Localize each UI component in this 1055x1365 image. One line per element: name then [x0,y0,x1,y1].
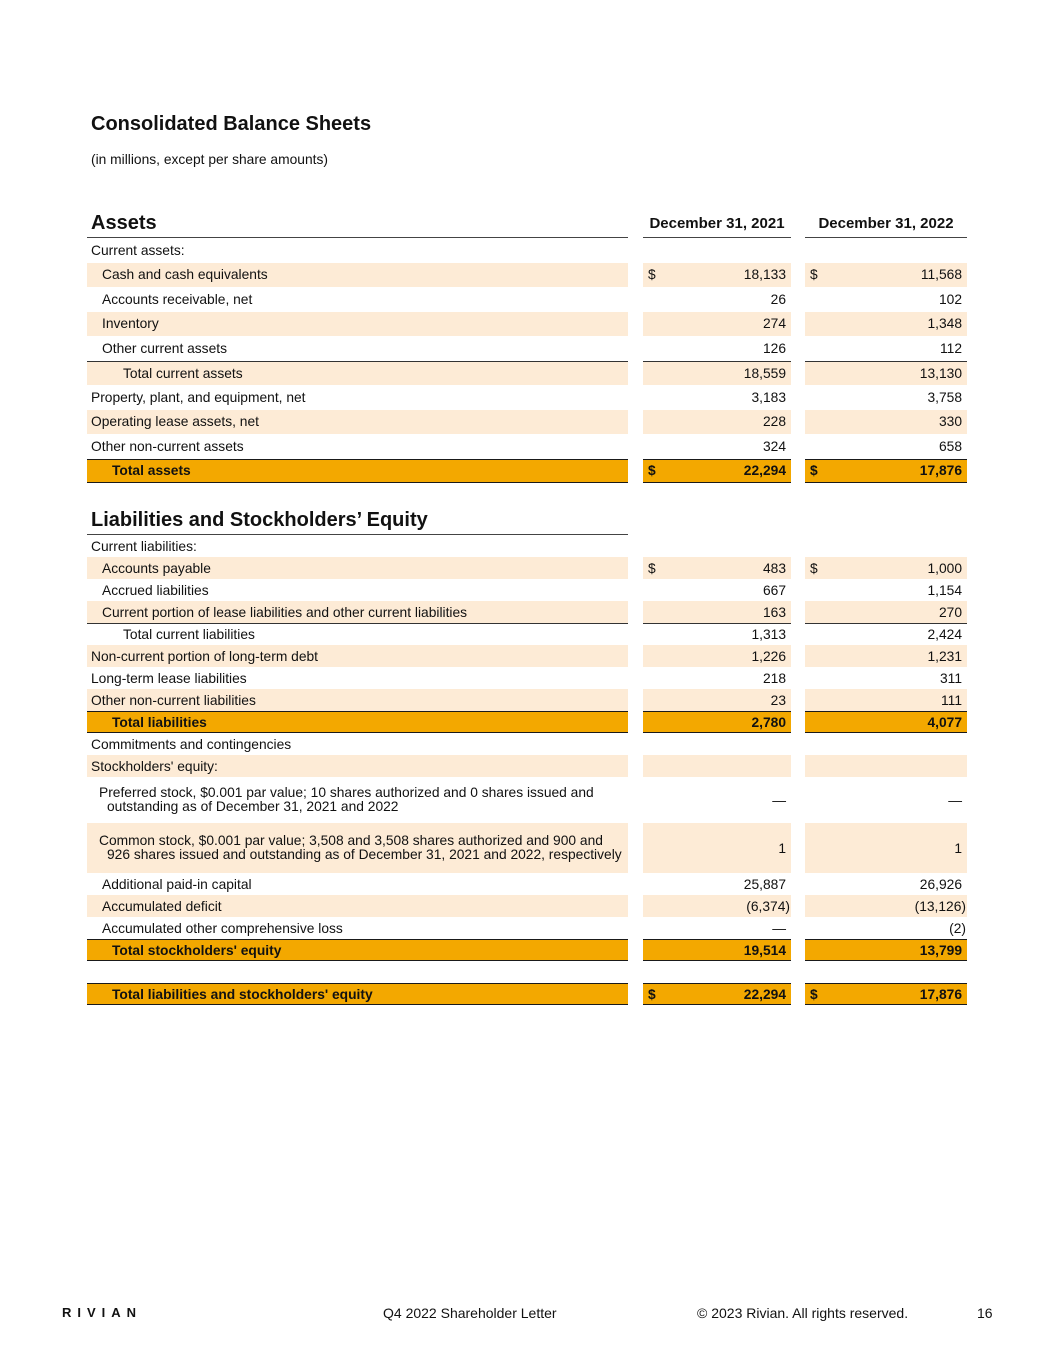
row-label: Total stockholders' equity [87,939,628,961]
value-2021 [643,459,791,484]
column-spacer [628,939,643,961]
value-2021 [643,535,791,557]
row-label: Cash and cash equivalents [87,263,628,288]
column-spacer [791,623,805,645]
table-row [87,917,967,939]
amount: — [772,792,786,808]
value-2022 [805,535,967,557]
amount: 22,294 [743,986,786,1002]
amount: 11,568 [920,267,962,283]
table-row [87,434,967,459]
column-spacer [791,983,805,1005]
amount: (13,126) [914,898,966,914]
value-2022 [805,895,967,917]
subtotal-row [87,623,967,645]
row-label: Other non-current liabilities [87,689,628,711]
value-2021 [643,983,791,1005]
column-spacer [628,645,643,667]
table-row [87,579,967,601]
amount: (2) [949,920,966,936]
table-row [87,535,967,557]
row-label: Long-term lease liabilities [91,670,247,686]
value-2022 [805,777,967,823]
table-row [87,873,967,895]
value-2021 [643,385,791,410]
column-spacer [628,238,643,263]
value-2022 [805,287,967,312]
column-spacer [791,755,805,777]
amount: 2,780 [751,714,786,730]
value-2021 [643,287,791,312]
column-spacer [791,823,805,873]
value-2021 [643,312,791,337]
assets-section [87,210,967,483]
table-row [87,287,967,312]
column-spacer [791,917,805,939]
row-label: Accounts payable [87,557,628,579]
column-spacer [628,873,643,895]
column-spacer [628,689,643,711]
column-spacer [791,711,805,733]
column-spacer [791,459,805,484]
column-header-2021: December 31, 2021 [643,210,791,238]
table-row [87,755,967,777]
column-spacer [628,434,643,459]
column-spacer [628,755,643,777]
table-row [87,777,967,823]
currency-symbol: $ [648,463,656,479]
table-row [87,895,967,917]
table-row [87,645,967,667]
column-spacer [628,210,643,238]
amount: — [948,792,962,808]
value-2022 [805,601,967,623]
column-spacer [628,601,643,623]
column-header-2022: December 31, 2022 [805,210,967,238]
column-spacer [628,823,643,873]
page-subtitle: (in millions, except per share amounts) [91,152,328,167]
amount: 18,559 [743,365,786,381]
column-spacer [628,507,643,535]
amount: 26 [770,291,786,307]
column-spacer [791,385,805,410]
table-row [87,823,967,873]
value-2022 [805,711,967,733]
column-spacer [628,385,643,410]
value-2021 [643,873,791,895]
amount: 17,876 [919,986,962,1002]
value-2022 [805,645,967,667]
currency-symbol: $ [810,267,818,283]
page-title: Consolidated Balance Sheets [91,113,372,135]
amount: 163 [762,604,786,620]
value-2021 [643,557,791,579]
column-spacer [791,507,805,535]
amount: 22,294 [743,463,786,479]
column-spacer [628,459,643,484]
row-label: Operating lease assets, net [87,410,628,435]
amount: 25,887 [743,876,786,892]
amount: 1,226 [751,648,786,664]
amount: 19,514 [743,942,786,958]
value-2021 [643,917,791,939]
value-2022 [805,263,967,288]
table-row [87,385,967,410]
value-2022 [805,579,967,601]
column-spacer [791,434,805,459]
section-spacer [87,483,967,507]
row-label: Additional paid-in capital [102,876,252,892]
value-2021 [643,410,791,435]
column-spacer [791,895,805,917]
currency-symbol: $ [810,463,818,479]
table-row [87,601,967,623]
column-spacer [791,777,805,823]
value-2022 [805,557,967,579]
amount: 330 [938,414,962,430]
row-label [87,823,628,873]
table-row [87,312,967,337]
table-row [87,557,967,579]
amount: 13,799 [919,942,962,958]
column-spacer [791,263,805,288]
amount: (6,374) [746,898,790,914]
blank-row [87,961,967,983]
amount: 3,758 [927,389,962,405]
value-2022 [805,238,967,263]
rivian-logo: RIVIAN [62,1305,143,1320]
value-2022 [805,336,967,361]
value-2021 [643,336,791,361]
value-2022 [805,434,967,459]
value-2022 [805,385,967,410]
value-2022 [805,410,967,435]
total-row [87,939,967,961]
amount: 126 [762,340,786,356]
column-spacer [791,645,805,667]
total-row [87,711,967,733]
currency-symbol: $ [810,986,818,1002]
column-spacer [628,557,643,579]
column-spacer [791,287,805,312]
amount: 658 [938,438,962,454]
column-spacer [628,579,643,601]
column-spacer [628,287,643,312]
amount: 1 [954,840,962,856]
table-row [87,238,967,263]
value-2022 [805,361,967,386]
row-label-line: Preferred stock, $0.001 par value; 10 shares authorized and 0 shares issued and [99,785,594,800]
value-2021 [643,361,791,386]
column-spacer [628,623,643,645]
value-2021 [643,689,791,711]
publication-title: Q4 2022 Shareholder Letter [383,1305,557,1321]
currency-symbol: $ [648,986,656,1002]
row-label: Property, plant, and equipment, net [91,389,306,405]
value-2022 [805,983,967,1005]
value-2021 [643,939,791,961]
row-label: Total current liabilities [87,623,628,645]
amount: 13,130 [919,365,962,381]
amount: 17,876 [919,463,962,479]
value-2021 [643,579,791,601]
row-label-line: 926 shares issued and outstanding as of December 31, 2021 and 2022, respectively [107,847,622,862]
value-2021 [643,238,791,263]
amount: 1,348 [927,316,962,332]
amount: 111 [941,692,962,708]
section-heading-assets: Assets [87,210,628,238]
amount: 1,231 [927,648,962,664]
amount: 2,424 [927,627,962,642]
column-spacer [791,733,805,755]
value-2022 [805,667,967,689]
amount: 3,183 [751,389,786,405]
column-spacer [791,535,805,557]
amount: 1,154 [927,582,962,598]
column-spacer [628,917,643,939]
row-label: Total current assets [87,361,628,386]
table-row [87,263,967,288]
table-row [87,733,967,755]
value-2021 [643,667,791,689]
amount: — [772,920,786,936]
row-label [87,777,628,823]
column-spacer [791,210,805,238]
assets-header-row [87,210,967,238]
balance-sheet-table [87,210,967,1005]
column-spacer [791,336,805,361]
column-spacer [791,601,805,623]
amount: 4,077 [927,714,962,730]
liabilities-section [87,507,967,1005]
row-label: Non-current portion of long-term debt [87,645,628,667]
section-heading-liabilities: Liabilities and Stockholders’ Equity [87,507,628,535]
column-spacer [628,263,643,288]
row-label: Accumulated deficit [87,895,628,917]
value-2021 [643,711,791,733]
page-number: 16 [977,1305,993,1321]
amount: 324 [762,438,786,454]
value-2022 [805,459,967,484]
total-row [87,983,967,1005]
column-spacer [791,873,805,895]
value-2022 [805,733,967,755]
value-2022 [805,917,967,939]
column-spacer [628,535,643,557]
value-2022 [805,873,967,895]
currency-symbol: $ [648,560,656,576]
row-label: Total assets [87,459,628,484]
amount: 23 [770,692,786,708]
column-header-empty [643,507,791,535]
column-spacer [791,579,805,601]
column-spacer [791,238,805,263]
column-spacer [628,410,643,435]
page-footer [0,1304,1055,1322]
value-2021 [643,263,791,288]
amount: 1,313 [751,627,786,642]
row-label: Current liabilities: [91,538,197,554]
value-2021 [643,623,791,645]
column-spacer [628,895,643,917]
row-label-line: Common stock, $0.001 par value; 3,508 and 3,508 shares authorized and 900 and [99,833,603,848]
amount: 228 [762,414,786,430]
row-label: Commitments and contingencies [91,736,292,752]
currency-symbol: $ [810,560,818,576]
amount: 102 [938,291,962,307]
amount: 667 [762,582,786,598]
amount: 311 [940,670,962,686]
column-spacer [791,667,805,689]
column-spacer [791,312,805,337]
amount: 26,926 [919,876,962,892]
value-2022 [805,823,967,873]
row-label-line: outstanding as of December 31, 2021 and 2022 [107,799,399,814]
value-2021 [643,645,791,667]
table-row [87,667,967,689]
value-2022 [805,623,967,645]
row-label: Accumulated other comprehensive loss [102,920,343,936]
column-spacer [791,361,805,386]
row-label: Current assets: [91,242,185,258]
column-spacer [628,733,643,755]
row-label: Other current assets [102,340,227,356]
value-2022 [805,755,967,777]
column-spacer [628,777,643,823]
row-label: Current portion of lease liabilities and other current liabilities [87,601,628,623]
amount: 218 [762,670,786,686]
row-label: Accounts receivable, net [102,291,253,307]
value-2021 [643,733,791,755]
column-spacer [628,361,643,386]
amount: 274 [762,316,786,332]
row-label: Total liabilities and stockholders' equity [87,983,628,1005]
column-spacer [628,312,643,337]
column-spacer [791,689,805,711]
table-row [87,689,967,711]
currency-symbol: $ [648,267,656,283]
total-row [87,459,967,484]
amount: 18,133 [743,267,786,283]
value-2021 [643,895,791,917]
row-label: Total liabilities [87,711,628,733]
column-spacer [791,939,805,961]
column-spacer [791,410,805,435]
column-spacer [628,711,643,733]
column-spacer [628,667,643,689]
value-2021 [643,823,791,873]
amount: 1 [778,840,786,856]
table-row [87,410,967,435]
copyright-notice: © 2023 Rivian. All rights reserved. [697,1305,909,1321]
column-spacer [628,336,643,361]
value-2021 [643,434,791,459]
value-2021 [643,755,791,777]
row-label: Inventory [87,312,628,337]
row-label: Accrued liabilities [102,582,209,598]
amount: 270 [938,604,962,620]
subtotal-row [87,361,967,386]
liabilities-header-row [87,507,967,535]
table-row [87,336,967,361]
row-label: Stockholders' equity: [87,755,628,777]
value-2021 [643,601,791,623]
value-2022 [805,939,967,961]
column-spacer [628,983,643,1005]
amount: 1,000 [927,560,962,576]
value-2022 [805,689,967,711]
amount: 112 [940,340,962,356]
value-2021 [643,777,791,823]
column-header-empty [805,507,967,535]
row-label: Other non-current assets [91,438,244,454]
column-spacer [791,557,805,579]
amount: 483 [762,560,786,576]
value-2022 [805,312,967,337]
